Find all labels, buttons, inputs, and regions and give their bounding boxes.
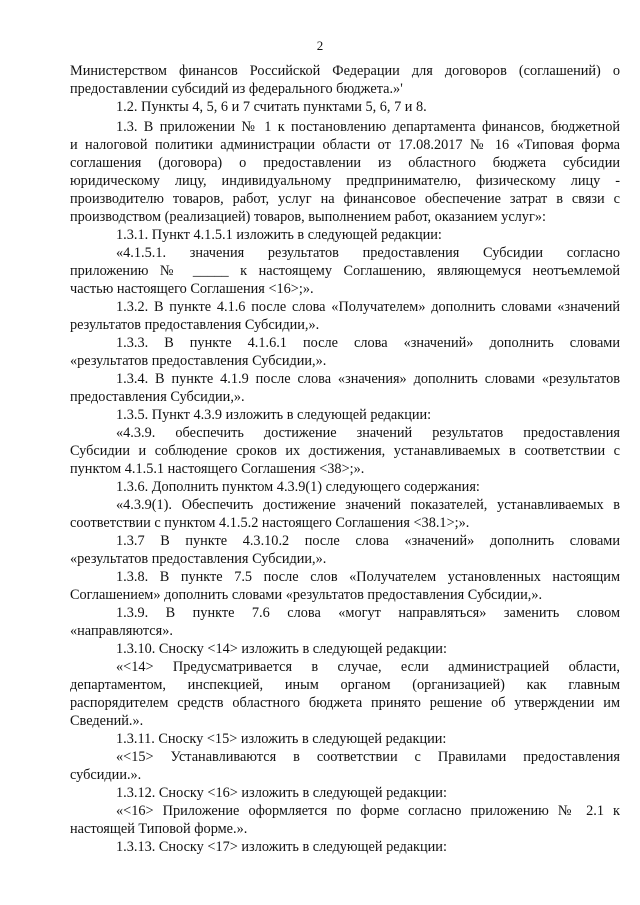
text-line: производством (реализацией) товаров, выполнением работ, оказанием услуг»: — [70, 209, 546, 225]
text-line: Субсидии и соблюдение сроков их достижения, устанавливаемых в соответствии с — [70, 443, 620, 459]
text-line: 1.3.2. В пункте 4.1.6 после слова «Получателем» дополнить словами «значений — [116, 299, 620, 315]
text-line: 1.3.8. В пункте 7.5 после слов «Получателем установленных настоящим — [116, 569, 620, 585]
text-line: 1.3. В приложении № 1 к постановлению департамента финансов, бюджетной — [116, 119, 620, 135]
text-line: пунктом 4.1.5.1 настоящего Соглашения <38>;». — [70, 461, 365, 477]
text-line: 1.3.6. Дополнить пунктом 4.3.9(1) следующего содержания: — [116, 479, 480, 495]
text-line: 1.3.10. Сноску <14> изложить в следующей редакции: — [116, 641, 447, 657]
text-line: Сведений.». — [70, 713, 144, 729]
text-line: 1.3.7 В пункте 4.3.10.2 после слова «значений» дополнить словами — [116, 533, 620, 549]
text-line: 1.3.5. Пункт 4.3.9 изложить в следующей редакции: — [116, 407, 432, 423]
text-line: «результатов предоставления Субсидии,». — [70, 551, 327, 567]
text-line: «4.1.5.1. значения результатов предоставления Субсидии согласно — [116, 245, 620, 261]
text-line: соглашения (договора) о предоставлении из областного бюджета субсидии — [70, 155, 620, 171]
text-line: предоставления Субсидии,». — [70, 389, 245, 405]
text-line: юридическому лицу, индивидуальному предпринимателю, физическому лицу - — [70, 173, 620, 189]
text-line: субсидии.». — [70, 767, 142, 783]
text-line: 1.3.1. Пункт 4.1.5.1 изложить в следующей редакции: — [116, 227, 442, 243]
text-line: распорядителем средств областного бюджета принято решение об утверждении им — [70, 695, 620, 711]
text-line: производителю товаров, работ, услуг на финансовое обеспечение затрат в связи с — [70, 191, 620, 207]
text-line: настоящей Типовой форме.». — [70, 821, 248, 837]
text-line: 1.3.9. В пункте 7.6 слова «могут направляться» заменить словом — [116, 605, 620, 621]
text-line: результатов предоставления Субсидии,». — [70, 317, 320, 333]
text-line: приложению № _____ к настоящему Соглашению, являющемуся неотъемлемой — [70, 263, 620, 279]
text-line: 1.3.12. Сноску <16> изложить в следующей редакции: — [116, 785, 447, 801]
text-line: предоставлении субсидий из федерального бюджета.»' — [70, 81, 403, 97]
text-line: 1.3.4. В пункте 4.1.9 после слова «значения» дополнить словами «результатов — [116, 371, 620, 387]
text-line: «<14> Предусматривается в случае, если администрацией области, — [116, 659, 620, 675]
text-line: и налоговой политики администрации области от 17.08.2017 № 16 «Типовая форма — [70, 137, 620, 153]
text-line: «результатов предоставления Субсидии,». — [70, 353, 327, 369]
text-line: «направляются». — [70, 623, 173, 639]
text-line: «4.3.9. обеспечить достижение значений результатов предоставления — [116, 425, 620, 441]
page-number: 2 — [316, 38, 324, 53]
text-line: частью настоящего Соглашения <16>;». — [70, 281, 314, 297]
text-line: «<16> Приложение оформляется по форме согласно приложению № 2.1 к — [116, 803, 620, 819]
text-line: 1.3.3. В пункте 4.1.6.1 после слова «значений» дополнить словами — [116, 335, 620, 351]
text-line: Министерством финансов Российской Федерации для договоров (соглашений) о — [70, 63, 620, 79]
text-line: 1.3.11. Сноску <15> изложить в следующей редакции: — [116, 731, 447, 747]
text-line: «<15> Устанавливаются в соответствии с Правилами предоставления — [116, 749, 620, 765]
text-line: «4.3.9(1). Обеспечить достижение значений показателей, устанавливаемых в — [116, 497, 620, 513]
text-line: 1.2. Пункты 4, 5, 6 и 7 считать пунктами 5, 6, 7 и 8. — [116, 99, 427, 115]
text-line: 1.3.13. Сноску <17> изложить в следующей редакции: — [116, 839, 447, 855]
text-line: соответствии с пунктом 4.1.5.2 настоящего Соглашения <38.1>;». — [70, 515, 470, 531]
text-line: Соглашением» дополнить словами «результатов предоставления Субсидии,». — [70, 587, 543, 603]
text-line: департаментом, инспекцией, иным органом (организацией) как главным — [70, 677, 620, 693]
